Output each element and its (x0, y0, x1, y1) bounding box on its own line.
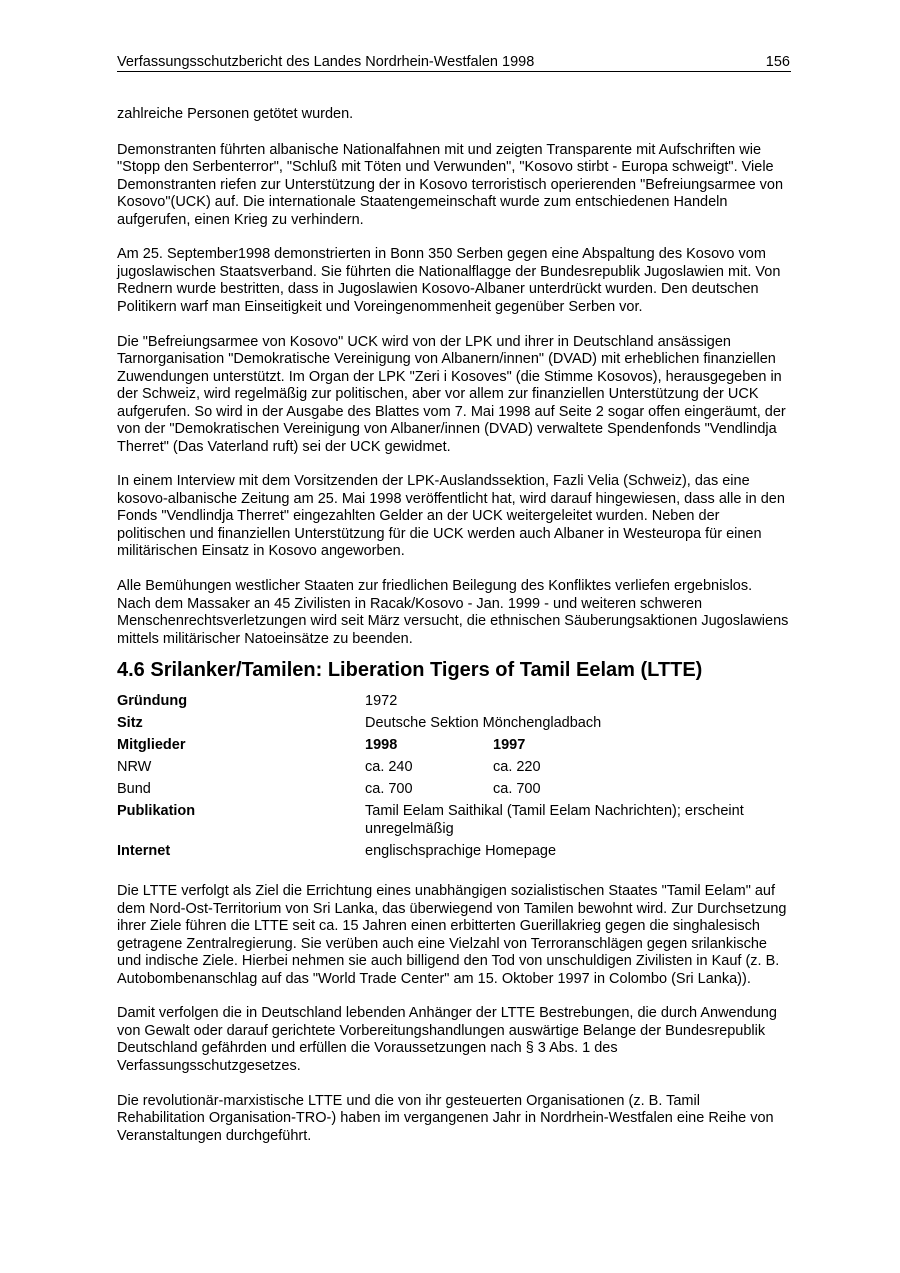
year-1998-header: 1998 (365, 737, 398, 754)
gruendung-label: Gründung (117, 693, 188, 710)
bund-1997-value: ca. 700 (493, 781, 541, 798)
publikation-value: Tamil Eelam Saithikal (Tamil Eelam Nachrichten); erscheint unregelmäßig (365, 803, 744, 837)
page-number: 156 (765, 54, 790, 70)
internet-label: Internet (117, 843, 171, 860)
section-heading: 4.6 Srilanker/Tamilen: Liberation Tigers of Tamil Eelam (LTTE) (117, 659, 703, 682)
year-1997-header: 1997 (493, 737, 526, 754)
facts-table (117, 693, 789, 865)
mitglieder-label: Mitglieder (117, 737, 186, 754)
facts-row-publikation (117, 803, 789, 843)
nrw-1997-value: ca. 220 (493, 759, 541, 776)
bund-label: Bund (117, 781, 151, 798)
page-header (117, 53, 791, 72)
nrw-1998-value: ca. 240 (365, 759, 413, 776)
facts-row-bund (117, 781, 789, 803)
paragraph: Alle Bemühungen westlicher Staaten zur friedlichen Beilegung des Konfliktes verliefen ergebnislos. Nach dem Massaker an 45 Zivilisten in Racak/Kosovo - Jan. 1999 - und weiteren schweren Menschenrechtsverletzungen wird seit März versucht, die ethnischen Säuberungsaktionen Jugoslawiens mittels militärischer Natoeinsätze zu beenden. (117, 578, 789, 647)
paragraph: Demonstranten führten albanische Nationalfahnen mit und zeigten Transparente mit Aufschriften wie "Stopp den Serbenterror", "Schluß mit Töten und Verwunden", "Kosovo stirbt - Europa schweigt". Viele Demonstranten riefen zur Unterstützung der in Kosovo terroristisch operierenden "Befreiungsarmee von Kosovo"(UCK) auf. Die internationale Staatengemeinschaft wurde zum entschiedenen Handeln aufgerufen, einen Krieg zu verhindern. (117, 141, 784, 228)
page-body (117, 106, 789, 1163)
internet-value: englischsprachige Homepage (365, 843, 557, 860)
paragraph: In einem Interview mit dem Vorsitzenden der LPK-Auslandssektion, Fazli Velia (Schweiz), das eine kosovo-albanische Zeitung am 25. Mai 1998 veröffentlicht hat, wird darauf hingewiesen, dass alle in den Fonds "Vendlindja Therret" eingezahlten Gelder an der UCK weitergeleitet wurden. Neben der politischen und finanziellen Unterstützung für die UCK werden auch Albaner in Westeuropa für einen militärischen Einsatz in Kosovo angeworben. (117, 473, 785, 560)
nrw-label: NRW (117, 759, 152, 776)
sitz-label: Sitz (117, 715, 143, 732)
header-title: Verfassungsschutzbericht des Landes Nordrhein-Westfalen 1998 (117, 54, 535, 70)
facts-row-mitglieder (117, 737, 789, 759)
paragraph: Die "Befreiungsarmee von Kosovo" UCK wird von der LPK und ihrer in Deutschland ansässigen Tarnorganisation "Demokratische Vereinigung von Albanern/innen" (DVAD) mit erheblichen finanziellen Zuwendungen unterstützt. Im Organ der LPK "Zeri i Kosoves" (die Stimme Kosovos), herausgegeben in der Schweiz, wird regelmäßig zur politischen, aber vor allem zur finanziellen Unterstützung der UCK aufgerufen. So wird in der Ausgabe des Blattes vom 7. Mai 1998 auf Seite 2 sogar offen eingeräumt, der von der "Demokratischen Vereinigung von Albaner/innen (DVAD) verwaltete Spendenfonds "Vendlindja Therret" (Das Vaterland ruft) sei der UCK gewidmet. (117, 333, 786, 455)
gruendung-value: 1972 (365, 693, 398, 710)
facts-row-sitz (117, 715, 789, 737)
paragraph: Damit verfolgen die in Deutschland lebenden Anhänger der LTTE Bestrebungen, die durch Anwendung von Gewalt oder darauf gerichtete Vorbereitungshandlungen auswärtige Belange der Bundesrepublik Deutschland gefährden und erfüllen die Voraussetzungen nach § 3 Abs. 1 des Verfassungsschutzgesetzes. (117, 1005, 777, 1074)
paragraph: Die LTTE verfolgt als Ziel die Errichtung eines unabhängigen sozialistischen Staates "Tamil Eelam" auf dem Nord-Ost-Territorium von Sri Lanka, das überwiegend von Tamilen bewohnt wird. Zur Durchsetzung ihrer Ziele führen die LTTE seit ca. 15 Jahren einen erbitterten Guerillakrieg gegen die singhalesisch getragene Zentralregierung. Sie verüben auch eine Vielzahl von Terroranschlägen gegen srilankische und indische Ziele. Hierbei nehmen sie auch billigend den Tod von unschuldigen Zivilisten in Kauf (z. B. Autobombenanschlag auf das "World Trade Center" am 15. Oktober 1997 in Colombo (Sri Lanka)). (117, 883, 787, 987)
facts-row-gruendung (117, 693, 789, 715)
publikation-label: Publikation (117, 803, 196, 820)
sitz-value: Deutsche Sektion Mönchengladbach (365, 715, 602, 732)
paragraph: Die revolutionär-marxistische LTTE und die von ihr gesteuerten Organisationen (z. B. Tamil Rehabilitation Organisation-TRO-) haben im vergangenen Jahr in Nordrhein-Westfalen eine Reihe von Veranstaltungen durchgeführt. (117, 1092, 774, 1144)
facts-row-nrw (117, 759, 789, 781)
facts-row-internet (117, 843, 789, 865)
paragraph: zahlreiche Personen getötet wurden. (117, 106, 354, 122)
bund-1998-value: ca. 700 (365, 781, 413, 798)
paragraph: Am 25. September1998 demonstrierten in Bonn 350 Serben gegen eine Abspaltung des Kosovo vom jugoslawischen Staatsverband. Sie führten die Nationalflagge der Bundesrepublik Jugoslawien mit. Von Rednern wurde bestritten, dass in Jugoslawien Kosovo-Albaner unterdrückt wurden. Den deutschen Politikern warf man Einseitigkeit und Voreingenommenheit gegenüber Serben vor. (117, 246, 781, 315)
